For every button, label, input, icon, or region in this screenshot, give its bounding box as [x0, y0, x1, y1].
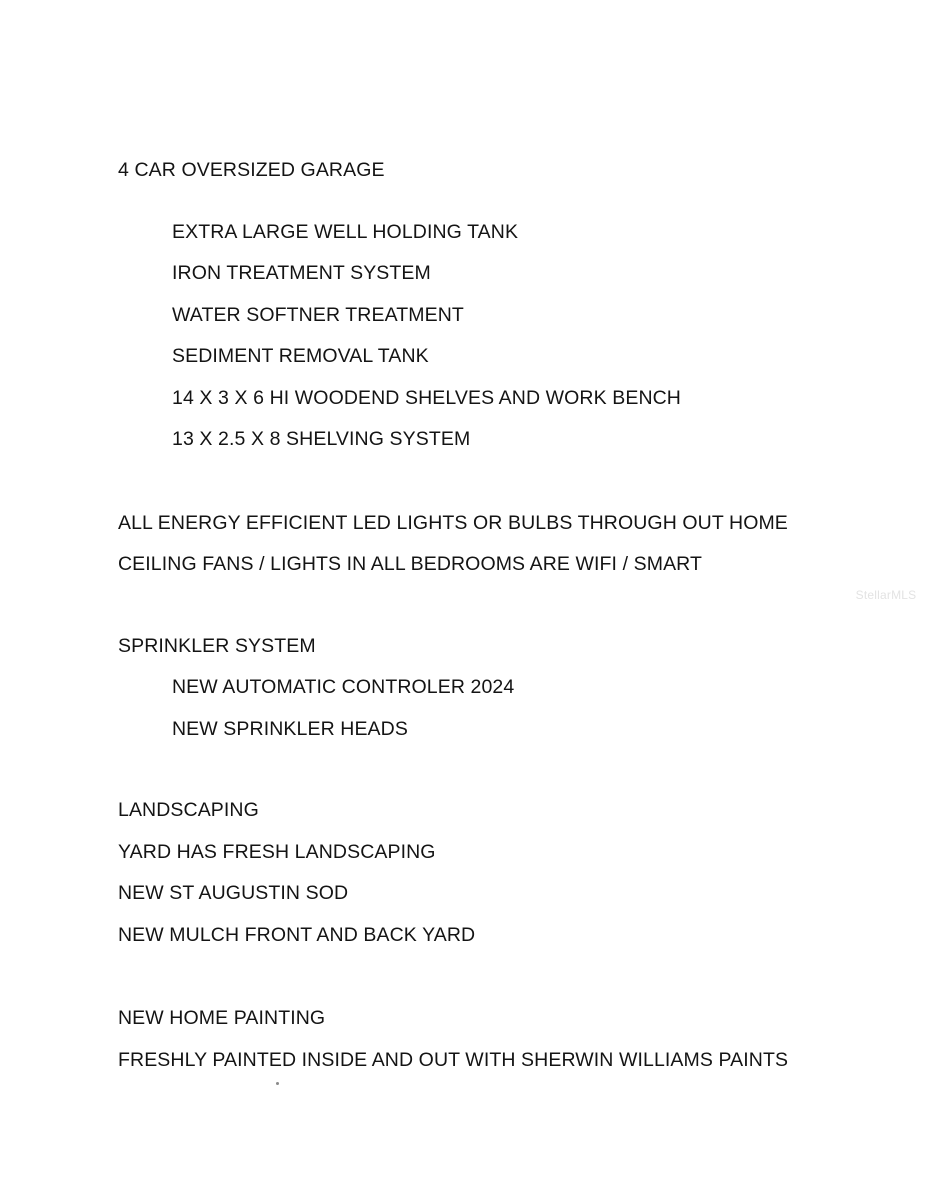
sprinkler-heading: SPRINKLER SYSTEM — [118, 634, 316, 657]
garage-item: EXTRA LARGE WELL HOLDING TANK — [172, 220, 519, 243]
garage-heading: 4 CAR OVERSIZED GARAGE — [118, 159, 385, 181]
garage-item: SEDIMENT REMOVAL TANK — [172, 345, 429, 367]
footer-dot — [276, 1082, 279, 1085]
spacer — [118, 192, 838, 212]
stellar-mls-watermark: StellarMLS — [855, 588, 917, 602]
landscaping-line: YARD HAS FRESH LANDSCAPING — [118, 840, 436, 863]
spacer — [118, 586, 838, 626]
spacer — [118, 461, 838, 503]
spacer — [118, 956, 838, 998]
painting-line: FRESHLY PAINTED INSIDE AND OUT WITH SHERWIN WILLIAMS PAINTS — [118, 1048, 789, 1071]
garage-item: 13 X 2.5 X 8 SHELVING SYSTEM — [172, 428, 471, 450]
sprinkler-item: NEW AUTOMATIC CONTROLER 2024 — [172, 676, 515, 698]
landscaping-line: NEW MULCH FRONT AND BACK YARD — [118, 923, 476, 946]
lighting-line: CEILING FANS / LIGHTS IN ALL BEDROOMS ARE WIFI / SMART — [118, 553, 703, 575]
sprinkler-item: NEW SPRINKLER HEADS — [172, 717, 408, 740]
painting-line: NEW HOME PAINTING — [118, 1007, 326, 1029]
document-text-body — [118, 150, 838, 1081]
landscaping-line: NEW ST AUGUSTIN SOD — [118, 882, 349, 904]
lighting-line: ALL ENERGY EFFICIENT LED LIGHTS OR BULBS THROUGH OUT HOME — [118, 511, 788, 534]
garage-item: 14 X 3 X 6 HI WOODEND SHELVES AND WORK BENCH — [172, 386, 681, 409]
spacer — [118, 750, 838, 790]
garage-item: IRON TREATMENT SYSTEM — [172, 262, 431, 284]
garage-item: WATER SOFTNER TREATMENT — [172, 303, 464, 326]
landscaping-line: LANDSCAPING — [118, 799, 259, 821]
